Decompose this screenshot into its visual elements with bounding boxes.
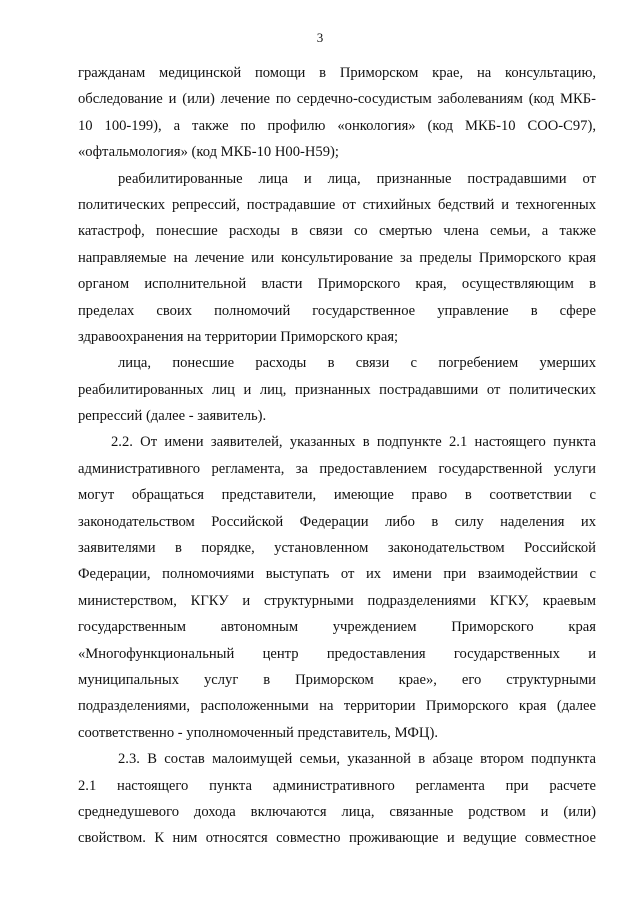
- text-line: 10 100-199), а также по профилю «онкология» (код МКБ-10 СОО-С97),: [78, 117, 596, 134]
- text-line: реабилитированные лица и лица, признанные пострадавшими от: [118, 170, 596, 187]
- page-number: 3: [316, 30, 324, 45]
- text-line: направляемые на лечение или консультирование за пределы Приморского края: [78, 249, 596, 266]
- text-line: гражданам медицинской помощи в Приморском крае, на консультацию,: [78, 65, 596, 81]
- text-line: «офтальмология» (код МКБ-10 Н00-Н59);: [78, 144, 339, 161]
- text-line: административного регламента, за предоставлением государственной услуги: [78, 460, 596, 477]
- text-line: «Многофункциональный центр предоставления государственных и: [78, 645, 596, 662]
- text-line: государственным автономным учреждением Приморского края: [78, 619, 596, 636]
- paragraph-5: [78, 746, 596, 852]
- text-line: реабилитированных лиц и лиц, признанных пострадавшими от политических: [78, 381, 596, 398]
- text-line: 2.3. В состав малоимущей семьи, указанной в абзаце втором подпункта: [118, 751, 596, 768]
- text-line: политических репрессий, пострадавшие от стихийных бедствий и техногенных: [78, 196, 596, 213]
- text-line: органом исполнительной власти Приморского края, осуществляющим в: [78, 276, 596, 293]
- text-line: законодательством Российской Федерации либо в силу наделения их: [78, 513, 596, 530]
- text-line: заявителями в порядке, установленном законодательством Российской: [78, 540, 596, 557]
- text-line: здравоохранения на территории Приморского края;: [78, 328, 399, 345]
- paragraph-2: [78, 166, 596, 351]
- paragraph-1: [78, 60, 596, 166]
- text-line: свойством. К ним относятся совместно проживающие и ведущие совместное: [78, 830, 596, 847]
- text-line: подразделениями, расположенными на территории Приморского края (далее: [78, 698, 596, 715]
- text-line: могут обращаться представители, имеющие право в соответствии с: [78, 487, 596, 504]
- text-line: лица, понесшие расходы в связи с погребением умерших: [118, 355, 596, 372]
- text-line: пределах своих полномочий государственное управление в сфере: [78, 302, 596, 319]
- text-line: Федерации, полномочиями выступать от их имени при взаимодействии с: [78, 566, 596, 583]
- paragraph-3: [78, 350, 596, 429]
- text-line: среднедушевого дохода включаются лица, связанные родством и (или): [78, 803, 596, 820]
- paragraph-4: [78, 429, 596, 746]
- text-line: репрессий (далее - заявитель).: [78, 408, 267, 425]
- text-line: 2.1 настоящего пункта административного регламента при расчете: [78, 777, 596, 794]
- text-line: обследование и (или) лечение по сердечно-сосудистым заболеваниям (код МКБ-: [78, 91, 596, 108]
- text-line: катастроф, понесшие расходы в связи со смертью члена семьи, а также: [78, 223, 596, 240]
- text-line: соответственно - уполномоченный представитель, МФЦ).: [78, 724, 438, 741]
- text-line: муниципальных услуг в Приморском крае», его структурными: [78, 671, 596, 688]
- text-line: министерством, КГКУ и структурными подразделениями КГКУ, краевым: [78, 592, 596, 609]
- document-body: [78, 60, 596, 852]
- text-line: 2.2. От имени заявителей, указанных в подпункте 2.1 настоящего пункта: [111, 434, 596, 451]
